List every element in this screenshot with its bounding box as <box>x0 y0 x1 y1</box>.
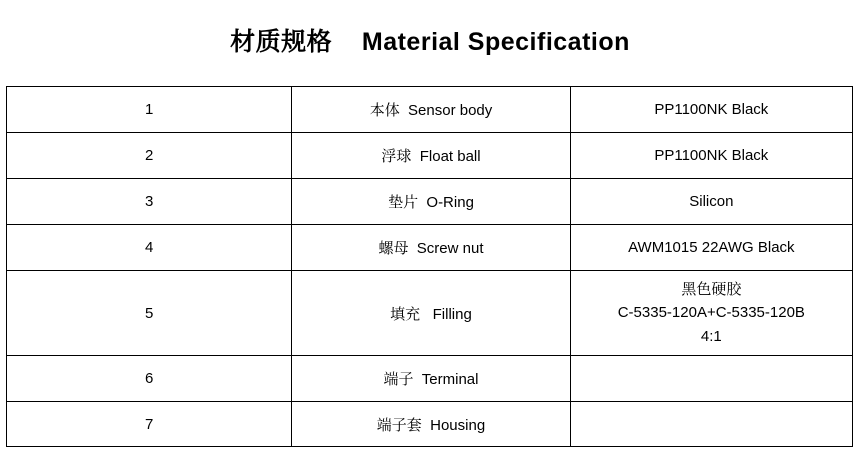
part-name: 端子 Terminal <box>292 356 570 402</box>
material-line: C-5335-120A+C-5335-120B <box>617 304 805 322</box>
material-line: 4:1 <box>700 327 722 345</box>
material-value <box>570 271 852 356</box>
part-name: 端子套 Housing <box>292 402 570 447</box>
row-number: 5 <box>7 271 292 356</box>
part-name: 螺母 Screw nut <box>292 225 570 271</box>
material-value: Silicon <box>570 179 852 225</box>
table-row <box>7 356 853 402</box>
material-value: PP1100NK Black <box>570 87 852 133</box>
row-number: 3 <box>7 179 292 225</box>
material-specification-table <box>6 86 853 447</box>
table-row <box>7 225 853 271</box>
row-number: 4 <box>7 225 292 271</box>
table-row <box>7 271 853 356</box>
row-number: 7 <box>7 402 292 447</box>
title-band <box>0 0 860 86</box>
material-value: AWM1015 22AWG Black <box>570 225 852 271</box>
part-name: 本体 Sensor body <box>292 87 570 133</box>
material-value <box>570 356 852 402</box>
table-row <box>7 133 853 179</box>
table-row <box>7 402 853 447</box>
material-value <box>570 402 852 447</box>
part-name: 垫片 O-Ring <box>292 179 570 225</box>
material-value: PP1100NK Black <box>570 133 852 179</box>
table-row <box>7 179 853 225</box>
row-number: 1 <box>7 87 292 133</box>
material-line: 黑色硬胶 <box>681 281 742 299</box>
row-number: 6 <box>7 356 292 402</box>
row-number: 2 <box>7 133 292 179</box>
table-row <box>7 87 853 133</box>
part-name: 浮球 Float ball <box>292 133 570 179</box>
page-title: 材质规格 Material Specification <box>230 28 630 56</box>
part-name: 填充 Filling <box>292 271 570 356</box>
